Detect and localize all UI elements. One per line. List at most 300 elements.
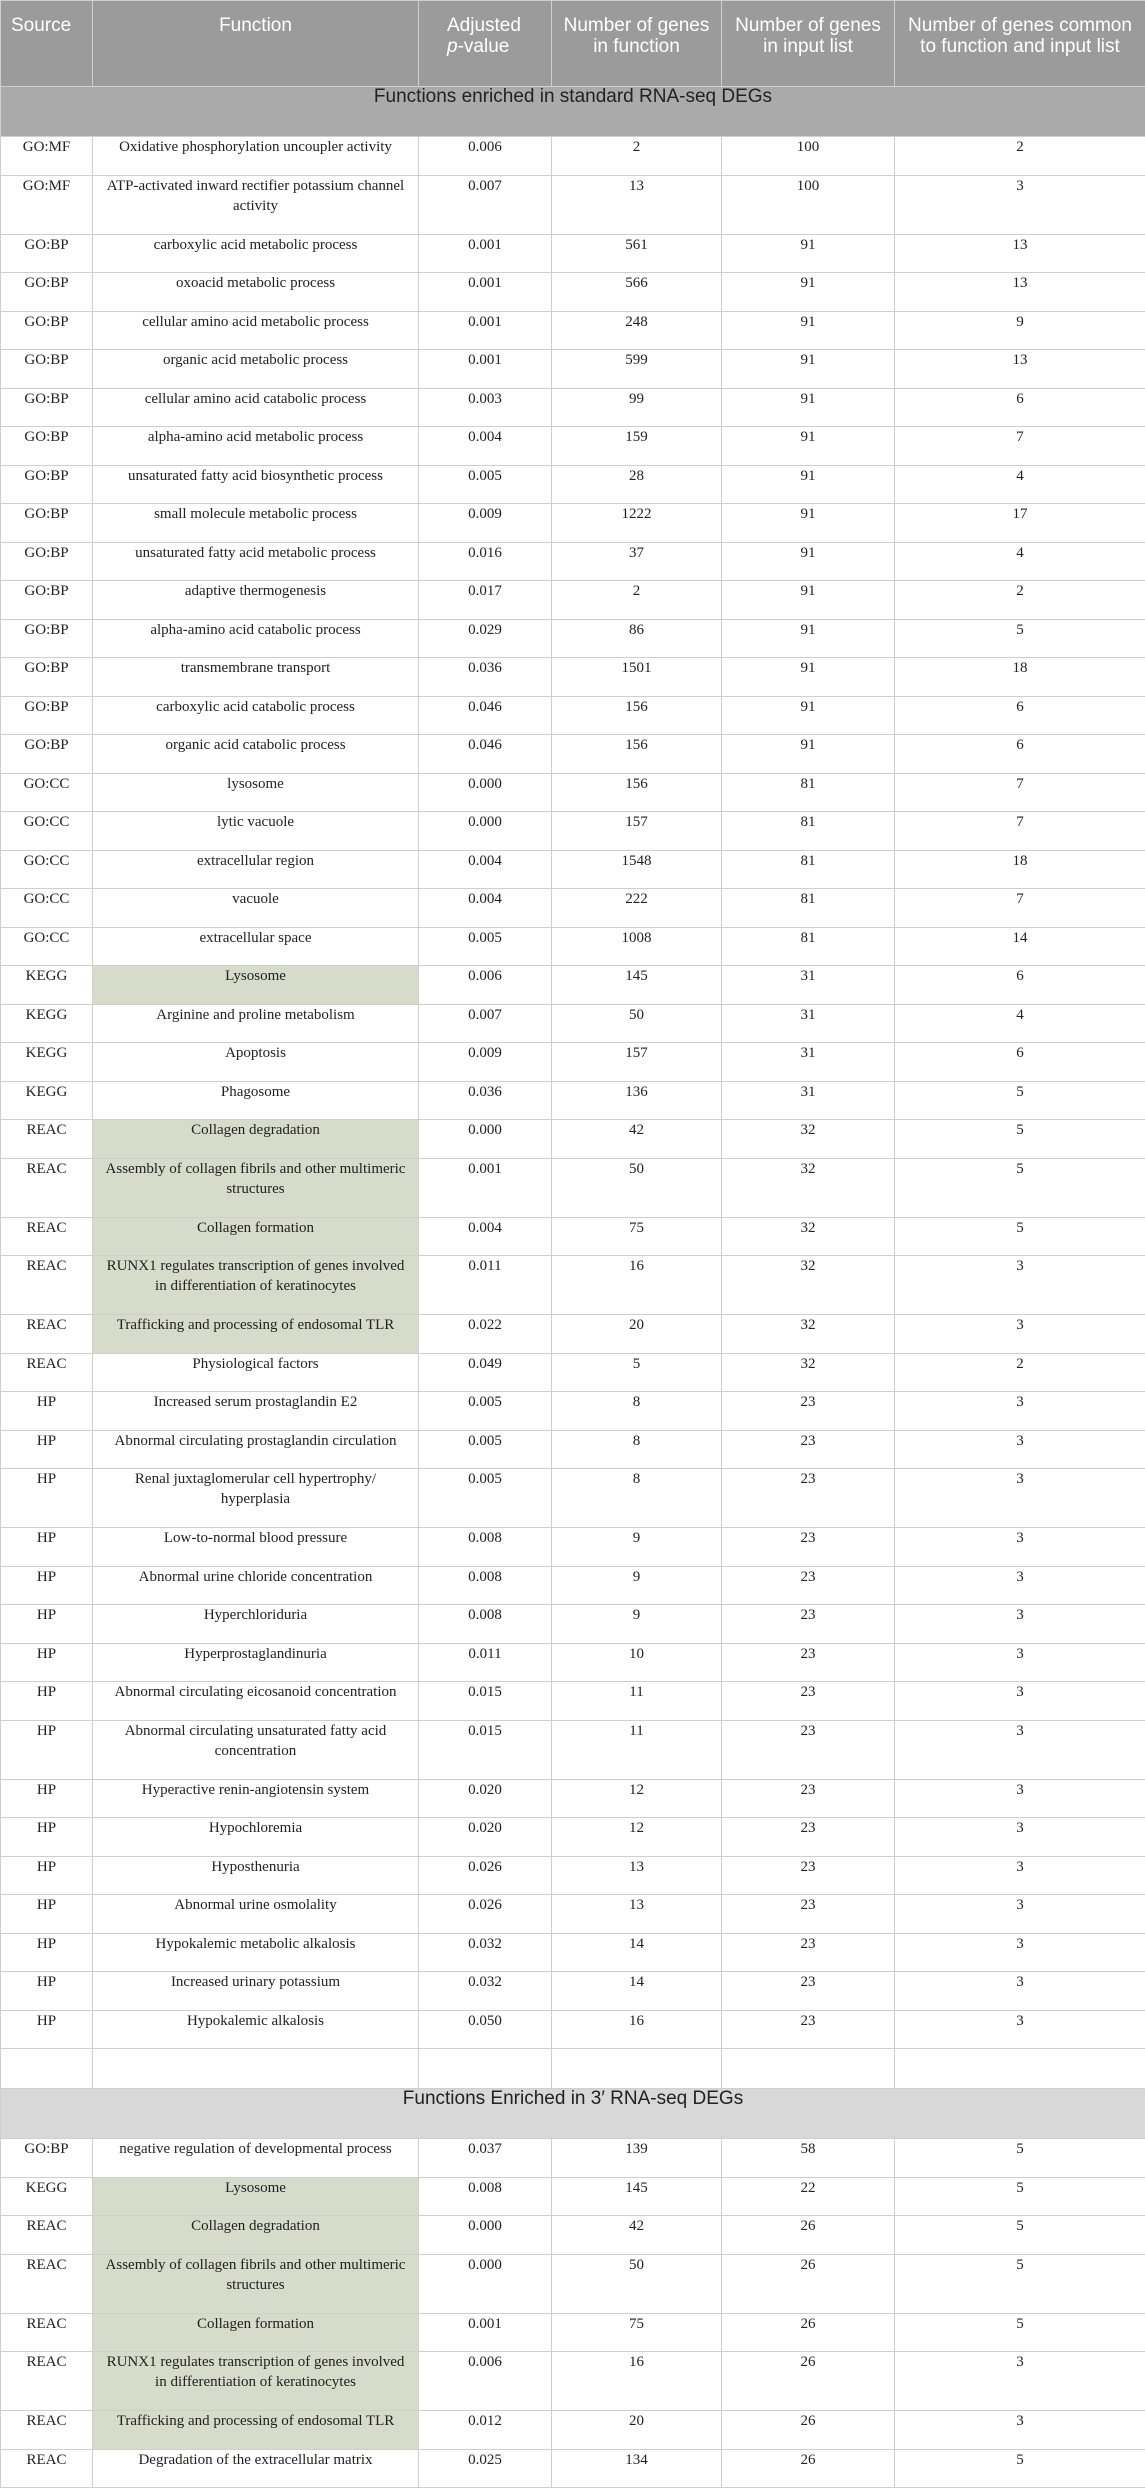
cell-genes-in-function: 1501	[552, 658, 722, 697]
cell-source: GO:BP	[1, 465, 93, 504]
cell-source: GO:BP	[1, 350, 93, 389]
cell-source: GO:CC	[1, 927, 93, 966]
header-genes-in-input: Number of genes in input list	[722, 1, 895, 87]
table-row	[1, 927, 1145, 966]
cell-function: small molecule metabolic process	[93, 504, 419, 543]
empty-cell	[93, 2049, 419, 2089]
cell-adjusted-p-value: 0.037	[419, 2139, 552, 2178]
cell-genes-in-input: 23	[722, 1972, 895, 2011]
cell-genes-in-function: 42	[552, 1120, 722, 1159]
cell-function: unsaturated fatty acid metabolic process	[93, 542, 419, 581]
section-header	[1, 87, 1145, 137]
cell-genes-in-function: 13	[552, 1895, 722, 1934]
cell-source: HP	[1, 1469, 93, 1528]
table-row	[1, 1469, 1145, 1528]
cell-source: HP	[1, 1895, 93, 1934]
cell-genes-in-input: 26	[722, 2254, 895, 2313]
cell-genes-common: 3	[895, 1643, 1145, 1682]
cell-adjusted-p-value: 0.005	[419, 1392, 552, 1431]
table-row	[1, 850, 1145, 889]
cell-source: GO:BP	[1, 696, 93, 735]
cell-function: Phagosome	[93, 1081, 419, 1120]
cell-genes-in-function: 20	[552, 1315, 722, 1354]
cell-function: lysosome	[93, 773, 419, 812]
cell-function: Oxidative phosphorylation uncoupler activity	[93, 137, 419, 176]
table-row	[1, 658, 1145, 697]
cell-function: RUNX1 regulates transcription of genes involved in differentiation of keratinocytes	[93, 1256, 419, 1315]
table-row	[1, 1353, 1145, 1392]
cell-genes-common: 2	[895, 1353, 1145, 1392]
cell-source: HP	[1, 1605, 93, 1644]
cell-genes-common: 5	[895, 2254, 1145, 2313]
table-row	[1, 696, 1145, 735]
table-row	[1, 2177, 1145, 2216]
cell-function: Collagen degradation	[93, 2216, 419, 2255]
cell-function: ATP-activated inward rectifier potassium channel activity	[93, 175, 419, 234]
cell-adjusted-p-value: 0.029	[419, 619, 552, 658]
cell-genes-common: 7	[895, 889, 1145, 928]
cell-genes-in-function: 2	[552, 137, 722, 176]
cell-source: GO:BP	[1, 234, 93, 273]
cell-genes-in-function: 86	[552, 619, 722, 658]
cell-adjusted-p-value: 0.001	[419, 234, 552, 273]
cell-adjusted-p-value: 0.004	[419, 1217, 552, 1256]
cell-source: HP	[1, 1856, 93, 1895]
cell-adjusted-p-value: 0.000	[419, 1120, 552, 1159]
cell-adjusted-p-value: 0.012	[419, 2411, 552, 2450]
cell-genes-in-input: 23	[722, 2010, 895, 2049]
cell-source: HP	[1, 2010, 93, 2049]
cell-adjusted-p-value: 0.000	[419, 2216, 552, 2255]
cell-source: GO:CC	[1, 812, 93, 851]
cell-function: oxoacid metabolic process	[93, 273, 419, 312]
cell-genes-in-input: 100	[722, 175, 895, 234]
cell-genes-in-function: 9	[552, 1566, 722, 1605]
cell-genes-common: 2	[895, 581, 1145, 620]
cell-source: KEGG	[1, 2177, 93, 2216]
cell-genes-in-input: 91	[722, 658, 895, 697]
cell-function: Increased urinary potassium	[93, 1972, 419, 2011]
header-padj-rest: -value	[458, 36, 510, 57]
cell-genes-in-function: 134	[552, 2449, 722, 2488]
cell-source: REAC	[1, 2216, 93, 2255]
cell-genes-in-input: 81	[722, 850, 895, 889]
cell-genes-in-function: 75	[552, 1217, 722, 1256]
cell-adjusted-p-value: 0.017	[419, 581, 552, 620]
cell-genes-in-function: 145	[552, 2177, 722, 2216]
table-row	[1, 1682, 1145, 1721]
table-row	[1, 1933, 1145, 1972]
cell-source: GO:BP	[1, 735, 93, 774]
cell-genes-in-function: 42	[552, 2216, 722, 2255]
cell-genes-in-input: 81	[722, 927, 895, 966]
cell-function: Lysosome	[93, 966, 419, 1005]
cell-source: REAC	[1, 1158, 93, 1217]
cell-function: carboxylic acid metabolic process	[93, 234, 419, 273]
cell-genes-in-function: 156	[552, 735, 722, 774]
cell-function: Assembly of collagen fibrils and other multimeric structures	[93, 1158, 419, 1217]
cell-source: REAC	[1, 2254, 93, 2313]
cell-function: Increased serum prostaglandin E2	[93, 1392, 419, 1431]
cell-source: KEGG	[1, 1043, 93, 1082]
cell-source: GO:BP	[1, 427, 93, 466]
cell-source: REAC	[1, 2411, 93, 2450]
cell-adjusted-p-value: 0.006	[419, 137, 552, 176]
cell-genes-in-input: 23	[722, 1895, 895, 1934]
cell-function: Hyposthenuria	[93, 1856, 419, 1895]
cell-genes-in-input: 23	[722, 1720, 895, 1779]
cell-adjusted-p-value: 0.015	[419, 1720, 552, 1779]
cell-genes-common: 5	[895, 1158, 1145, 1217]
cell-genes-in-input: 91	[722, 465, 895, 504]
cell-source: HP	[1, 1972, 93, 2011]
header-padj-line1: Adjusted	[447, 15, 521, 36]
cell-genes-in-input: 91	[722, 234, 895, 273]
spacer-row	[1, 2049, 1145, 2089]
empty-cell	[722, 2049, 895, 2089]
cell-genes-common: 14	[895, 927, 1145, 966]
cell-genes-in-function: 13	[552, 175, 722, 234]
cell-genes-common: 3	[895, 175, 1145, 234]
cell-function: cellular amino acid metabolic process	[93, 311, 419, 350]
header-row	[1, 1, 1145, 87]
cell-function: Abnormal circulating eicosanoid concentration	[93, 1682, 419, 1721]
cell-adjusted-p-value: 0.004	[419, 850, 552, 889]
table-row	[1, 388, 1145, 427]
cell-function: Hyperprostaglandinuria	[93, 1643, 419, 1682]
table-row	[1, 619, 1145, 658]
cell-genes-in-function: 1548	[552, 850, 722, 889]
table-row	[1, 2010, 1145, 2049]
table-row	[1, 2449, 1145, 2488]
cell-adjusted-p-value: 0.016	[419, 542, 552, 581]
cell-adjusted-p-value: 0.000	[419, 2254, 552, 2313]
cell-genes-in-input: 22	[722, 2177, 895, 2216]
cell-source: GO:MF	[1, 137, 93, 176]
table-row	[1, 1856, 1145, 1895]
header-genes-common: Number of genes common to function and input list	[895, 1, 1145, 87]
cell-genes-in-input: 81	[722, 889, 895, 928]
cell-genes-in-function: 157	[552, 1043, 722, 1082]
table-row	[1, 465, 1145, 504]
cell-genes-in-input: 31	[722, 1043, 895, 1082]
table-row	[1, 1972, 1145, 2011]
cell-genes-in-input: 91	[722, 350, 895, 389]
cell-source: HP	[1, 1528, 93, 1567]
cell-genes-common: 3	[895, 1605, 1145, 1644]
cell-genes-in-input: 23	[722, 1469, 895, 1528]
cell-adjusted-p-value: 0.025	[419, 2449, 552, 2488]
cell-genes-common: 4	[895, 1004, 1145, 1043]
cell-genes-in-function: 16	[552, 2010, 722, 2049]
cell-adjusted-p-value: 0.046	[419, 696, 552, 735]
cell-genes-in-input: 23	[722, 1779, 895, 1818]
cell-genes-in-function: 156	[552, 696, 722, 735]
cell-genes-in-input: 81	[722, 812, 895, 851]
cell-function: Hyperactive renin-angiotensin system	[93, 1779, 419, 1818]
table-row	[1, 1818, 1145, 1857]
cell-genes-in-input: 100	[722, 137, 895, 176]
cell-genes-in-function: 157	[552, 812, 722, 851]
cell-genes-in-function: 8	[552, 1469, 722, 1528]
cell-genes-in-function: 1008	[552, 927, 722, 966]
cell-genes-common: 3	[895, 1315, 1145, 1354]
cell-genes-in-input: 91	[722, 619, 895, 658]
section-title: Functions enriched in standard RNA-seq DEGs	[1, 87, 1145, 137]
cell-genes-in-function: 5	[552, 1353, 722, 1392]
table-row	[1, 427, 1145, 466]
cell-source: GO:BP	[1, 581, 93, 620]
cell-function: alpha-amino acid metabolic process	[93, 427, 419, 466]
cell-source: REAC	[1, 1256, 93, 1315]
cell-source: GO:CC	[1, 889, 93, 928]
cell-function: Physiological factors	[93, 1353, 419, 1392]
cell-genes-common: 7	[895, 773, 1145, 812]
cell-genes-in-input: 58	[722, 2139, 895, 2178]
cell-adjusted-p-value: 0.032	[419, 1972, 552, 2011]
cell-genes-common: 5	[895, 2177, 1145, 2216]
cell-adjusted-p-value: 0.011	[419, 1256, 552, 1315]
table-row	[1, 311, 1145, 350]
cell-genes-in-function: 12	[552, 1779, 722, 1818]
cell-genes-in-input: 23	[722, 1430, 895, 1469]
cell-genes-in-function: 11	[552, 1720, 722, 1779]
cell-adjusted-p-value: 0.046	[419, 735, 552, 774]
cell-adjusted-p-value: 0.008	[419, 1605, 552, 1644]
table-row	[1, 1004, 1145, 1043]
table-row	[1, 812, 1145, 851]
cell-function: extracellular space	[93, 927, 419, 966]
cell-function: organic acid catabolic process	[93, 735, 419, 774]
cell-source: GO:BP	[1, 658, 93, 697]
table-row	[1, 966, 1145, 1005]
cell-genes-in-input: 26	[722, 2411, 895, 2450]
cell-adjusted-p-value: 0.022	[419, 1315, 552, 1354]
table-row	[1, 1256, 1145, 1315]
table-row	[1, 1120, 1145, 1159]
cell-genes-in-function: 99	[552, 388, 722, 427]
section-header	[1, 2089, 1145, 2139]
cell-genes-in-input: 23	[722, 1643, 895, 1682]
header-source: Source	[1, 1, 93, 87]
cell-genes-in-function: 9	[552, 1528, 722, 1567]
cell-genes-in-input: 23	[722, 1933, 895, 1972]
cell-function: Collagen formation	[93, 1217, 419, 1256]
cell-function: Hypochloremia	[93, 1818, 419, 1857]
cell-genes-in-function: 75	[552, 2313, 722, 2352]
cell-adjusted-p-value: 0.007	[419, 175, 552, 234]
cell-adjusted-p-value: 0.005	[419, 465, 552, 504]
cell-source: REAC	[1, 1217, 93, 1256]
cell-source: GO:CC	[1, 850, 93, 889]
cell-function: adaptive thermogenesis	[93, 581, 419, 620]
cell-genes-in-input: 91	[722, 696, 895, 735]
cell-genes-in-function: 50	[552, 1158, 722, 1217]
table-row	[1, 773, 1145, 812]
cell-genes-in-input: 31	[722, 1081, 895, 1120]
cell-genes-in-input: 32	[722, 1256, 895, 1315]
cell-genes-in-input: 31	[722, 966, 895, 1005]
cell-genes-common: 3	[895, 2411, 1145, 2450]
cell-genes-in-input: 23	[722, 1392, 895, 1431]
table-row	[1, 1158, 1145, 1217]
cell-source: REAC	[1, 2313, 93, 2352]
cell-adjusted-p-value: 0.004	[419, 889, 552, 928]
table-row	[1, 1217, 1145, 1256]
cell-genes-in-input: 32	[722, 1158, 895, 1217]
cell-adjusted-p-value: 0.001	[419, 311, 552, 350]
cell-function: carboxylic acid catabolic process	[93, 696, 419, 735]
cell-adjusted-p-value: 0.020	[419, 1779, 552, 1818]
cell-function: extracellular region	[93, 850, 419, 889]
cell-genes-common: 3	[895, 1469, 1145, 1528]
cell-genes-common: 3	[895, 1779, 1145, 1818]
cell-genes-in-function: 145	[552, 966, 722, 1005]
table-row	[1, 1081, 1145, 1120]
cell-function: Collagen degradation	[93, 1120, 419, 1159]
cell-adjusted-p-value: 0.006	[419, 2352, 552, 2411]
table-row	[1, 350, 1145, 389]
cell-function: organic acid metabolic process	[93, 350, 419, 389]
cell-adjusted-p-value: 0.000	[419, 812, 552, 851]
cell-genes-common: 3	[895, 2352, 1145, 2411]
cell-genes-common: 3	[895, 1392, 1145, 1431]
cell-genes-in-input: 32	[722, 1315, 895, 1354]
table-row	[1, 2254, 1145, 2313]
cell-genes-in-input: 91	[722, 427, 895, 466]
cell-function: Apoptosis	[93, 1043, 419, 1082]
cell-function: Trafficking and processing of endosomal TLR	[93, 2411, 419, 2450]
cell-genes-common: 6	[895, 1043, 1145, 1082]
cell-genes-in-function: 16	[552, 1256, 722, 1315]
empty-cell	[552, 2049, 722, 2089]
cell-source: GO:BP	[1, 542, 93, 581]
cell-genes-common: 5	[895, 1081, 1145, 1120]
cell-source: HP	[1, 1566, 93, 1605]
table-row	[1, 735, 1145, 774]
table-row	[1, 2313, 1145, 2352]
cell-genes-common: 6	[895, 735, 1145, 774]
cell-adjusted-p-value: 0.001	[419, 273, 552, 312]
cell-genes-common: 3	[895, 1256, 1145, 1315]
table-row	[1, 1043, 1145, 1082]
cell-genes-in-function: 566	[552, 273, 722, 312]
cell-source: HP	[1, 1430, 93, 1469]
cell-genes-common: 3	[895, 1895, 1145, 1934]
cell-genes-in-input: 26	[722, 2352, 895, 2411]
cell-genes-in-function: 11	[552, 1682, 722, 1721]
cell-genes-common: 4	[895, 465, 1145, 504]
cell-function: negative regulation of developmental process	[93, 2139, 419, 2178]
table-row	[1, 234, 1145, 273]
cell-genes-common: 7	[895, 812, 1145, 851]
cell-genes-common: 6	[895, 966, 1145, 1005]
cell-genes-common: 3	[895, 1682, 1145, 1721]
cell-adjusted-p-value: 0.005	[419, 1469, 552, 1528]
cell-genes-common: 13	[895, 273, 1145, 312]
cell-function: Abnormal circulating prostaglandin circulation	[93, 1430, 419, 1469]
cell-adjusted-p-value: 0.036	[419, 1081, 552, 1120]
table-row	[1, 1605, 1145, 1644]
cell-genes-common: 3	[895, 2010, 1145, 2049]
cell-genes-in-input: 91	[722, 581, 895, 620]
cell-genes-in-input: 81	[722, 773, 895, 812]
cell-source: GO:BP	[1, 273, 93, 312]
cell-genes-in-function: 13	[552, 1856, 722, 1895]
cell-genes-in-function: 16	[552, 2352, 722, 2411]
cell-genes-common: 5	[895, 2139, 1145, 2178]
cell-source: KEGG	[1, 1004, 93, 1043]
cell-genes-common: 5	[895, 1120, 1145, 1159]
cell-adjusted-p-value: 0.011	[419, 1643, 552, 1682]
cell-adjusted-p-value: 0.006	[419, 966, 552, 1005]
table-row	[1, 1392, 1145, 1431]
cell-genes-in-input: 23	[722, 1605, 895, 1644]
cell-function: cellular amino acid catabolic process	[93, 388, 419, 427]
cell-genes-in-input: 91	[722, 311, 895, 350]
table-row	[1, 1643, 1145, 1682]
cell-genes-in-function: 2	[552, 581, 722, 620]
cell-genes-in-function: 159	[552, 427, 722, 466]
cell-adjusted-p-value: 0.007	[419, 1004, 552, 1043]
cell-function: Low-to-normal blood pressure	[93, 1528, 419, 1567]
table-row	[1, 273, 1145, 312]
cell-genes-in-function: 561	[552, 234, 722, 273]
table-row	[1, 2352, 1145, 2411]
cell-function: Assembly of collagen fibrils and other multimeric structures	[93, 2254, 419, 2313]
cell-source: REAC	[1, 2449, 93, 2488]
cell-function: Hypokalemic alkalosis	[93, 2010, 419, 2049]
cell-source: HP	[1, 1392, 93, 1431]
table-row	[1, 2411, 1145, 2450]
cell-genes-common: 13	[895, 350, 1145, 389]
table-row	[1, 1720, 1145, 1779]
cell-source: HP	[1, 1720, 93, 1779]
table-row	[1, 1528, 1145, 1567]
cell-function: Trafficking and processing of endosomal TLR	[93, 1315, 419, 1354]
cell-genes-common: 7	[895, 427, 1145, 466]
cell-genes-common: 5	[895, 2216, 1145, 2255]
cell-source: GO:BP	[1, 504, 93, 543]
cell-genes-common: 3	[895, 1720, 1145, 1779]
cell-adjusted-p-value: 0.026	[419, 1856, 552, 1895]
cell-genes-in-function: 136	[552, 1081, 722, 1120]
table-row	[1, 1566, 1145, 1605]
cell-function: lytic vacuole	[93, 812, 419, 851]
cell-function: Abnormal circulating unsaturated fatty acid concentration	[93, 1720, 419, 1779]
cell-genes-common: 2	[895, 137, 1145, 176]
cell-genes-common: 18	[895, 658, 1145, 697]
cell-adjusted-p-value: 0.001	[419, 1158, 552, 1217]
cell-genes-common: 6	[895, 388, 1145, 427]
cell-adjusted-p-value: 0.036	[419, 658, 552, 697]
cell-genes-in-function: 1222	[552, 504, 722, 543]
table-row	[1, 1779, 1145, 1818]
cell-genes-common: 17	[895, 504, 1145, 543]
cell-function: unsaturated fatty acid biosynthetic process	[93, 465, 419, 504]
cell-function: Renal juxtaglomerular cell hypertrophy/ hyperplasia	[93, 1469, 419, 1528]
cell-genes-in-function: 8	[552, 1392, 722, 1431]
cell-genes-in-input: 23	[722, 1682, 895, 1721]
cell-genes-in-function: 14	[552, 1972, 722, 2011]
empty-cell	[1, 2049, 93, 2089]
cell-genes-in-function: 222	[552, 889, 722, 928]
cell-genes-in-function: 156	[552, 773, 722, 812]
cell-genes-common: 3	[895, 1430, 1145, 1469]
cell-genes-common: 3	[895, 1972, 1145, 2011]
cell-genes-common: 3	[895, 1818, 1145, 1857]
table-row	[1, 1430, 1145, 1469]
